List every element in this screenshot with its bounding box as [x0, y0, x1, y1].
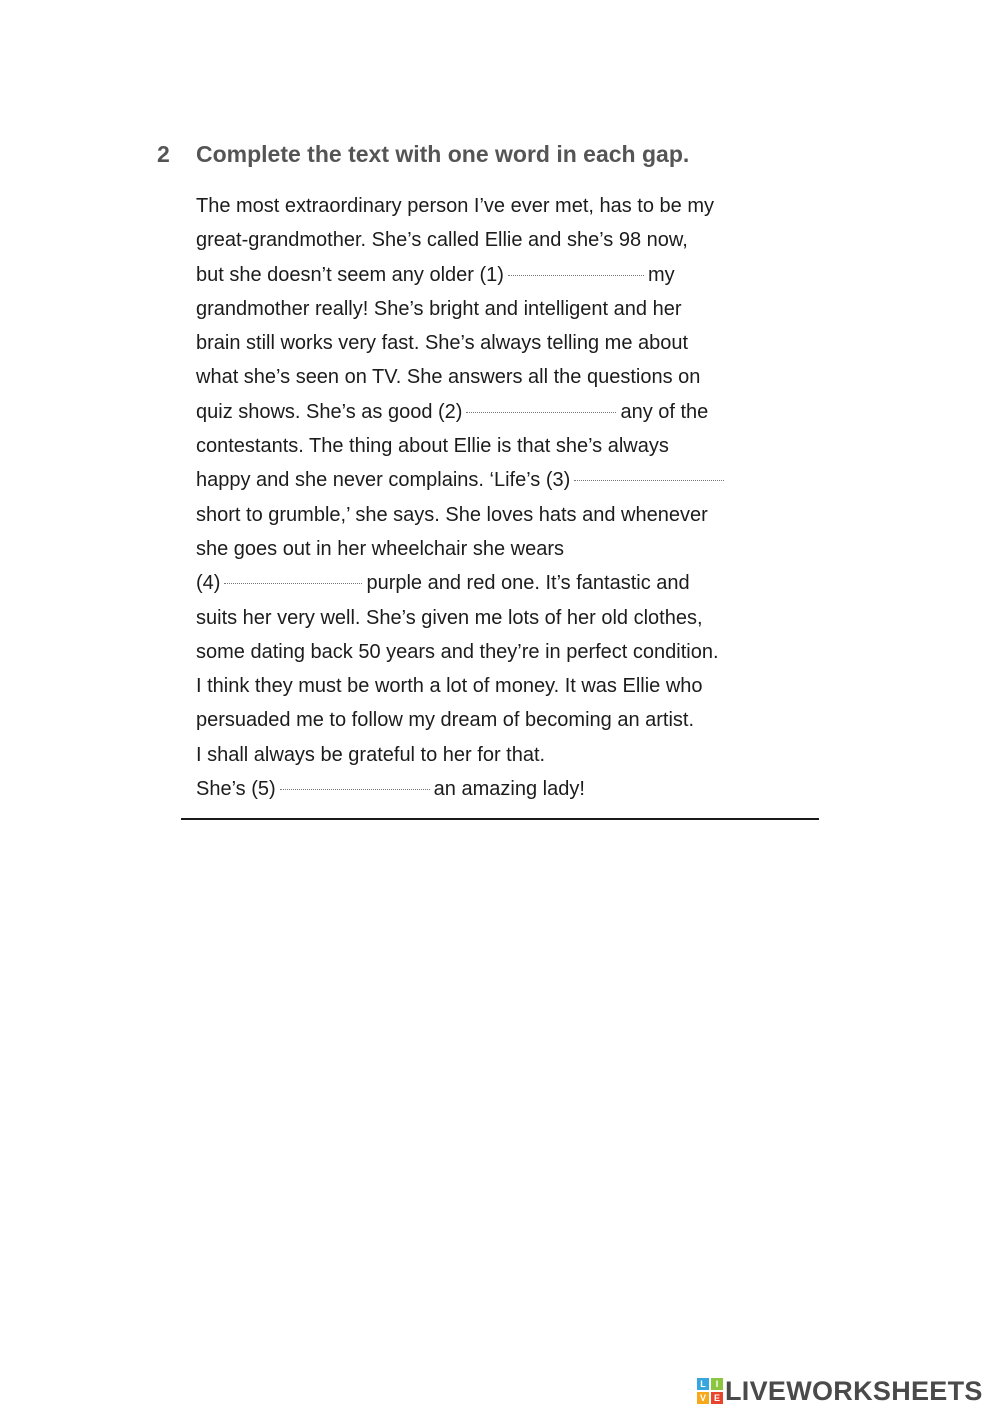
- passage-segment: happy and she never complains. ‘Life’s (3): [196, 469, 571, 492]
- passage-line: persuaded me to follow my dream of becoming an artist.: [196, 709, 695, 732]
- gap-5-blank[interactable]: [280, 788, 430, 790]
- exercise-instruction: Complete the text with one word in each gap.: [196, 141, 690, 167]
- passage-line: I think they must be worth a lot of money. It was Ellie who: [196, 675, 703, 698]
- passage-segment: my: [647, 263, 675, 286]
- exercise-header: [157, 141, 689, 168]
- gap-4-blank[interactable]: [224, 582, 362, 584]
- passage-line: grandmother really! She’s bright and intelligent and her: [196, 297, 682, 320]
- passage-segment: purple and red one. It’s fantastic and: [366, 572, 690, 595]
- passage-line: [196, 258, 836, 292]
- logo-letter: L: [697, 1378, 709, 1390]
- passage-line: [196, 395, 836, 429]
- gap-3-blank[interactable]: [574, 479, 724, 481]
- passage-segment: an amazing lady!: [433, 778, 585, 801]
- passage-line: great-grandmother. She’s called Ellie and she’s 98 now,: [196, 229, 688, 252]
- passage-segment: (4): [196, 572, 221, 595]
- passage-line: suits her very well. She’s given me lots of her old clothes,: [196, 606, 703, 629]
- passage-segment: quiz shows. She’s as good (2): [196, 400, 463, 423]
- passage-segment: She’s (5): [196, 778, 276, 801]
- passage-segment: any of the: [620, 400, 709, 423]
- liveworksheets-logo-text: LIVEWORKSHEETS: [725, 1375, 983, 1406]
- passage-text: [196, 189, 836, 806]
- passage-line: [196, 463, 836, 497]
- logo-letter: E: [711, 1392, 723, 1404]
- exercise-number: 2: [157, 141, 170, 167]
- logo-letter: I: [711, 1378, 723, 1390]
- liveworksheets-logo: [697, 1375, 983, 1407]
- passage-line: short to grumble,’ she says. She loves hats and whenever: [196, 503, 708, 526]
- gap-2-blank[interactable]: [466, 411, 616, 413]
- passage-line: she goes out in her wheelchair she wears: [196, 537, 564, 560]
- passage-segment: but she doesn’t seem any older (1): [196, 263, 504, 286]
- passage-line: I shall always be grateful to her for that.: [196, 743, 546, 766]
- logo-letter: V: [697, 1392, 709, 1404]
- passage-line: some dating back 50 years and they’re in perfect condition.: [196, 640, 719, 663]
- passage-line: [196, 772, 836, 806]
- passage-line: The most extraordinary person I’ve ever met, has to be my: [196, 195, 714, 217]
- passage-line: what she’s seen on TV. She answers all the questions on: [196, 366, 701, 389]
- passage-line: [196, 566, 836, 600]
- liveworksheets-logo-mark: [697, 1378, 723, 1404]
- passage-line: contestants. The thing about Ellie is that she’s always: [196, 435, 669, 458]
- passage-line: brain still works very fast. She’s always telling me about: [196, 332, 689, 355]
- section-divider: [181, 818, 819, 820]
- gap-1-blank[interactable]: [508, 274, 644, 276]
